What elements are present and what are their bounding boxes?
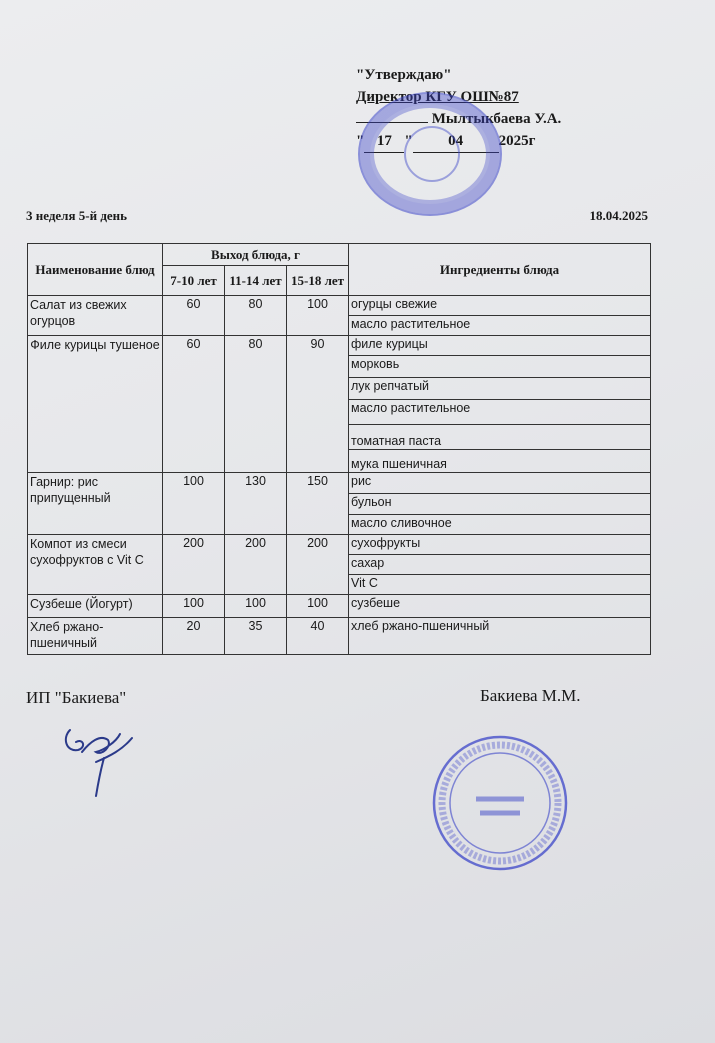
- amount-11-14: 100: [225, 595, 287, 618]
- company-seal-stamp-icon: [430, 733, 570, 873]
- ingredient: сахар: [349, 555, 651, 575]
- ingredient: масло растительное: [349, 316, 651, 336]
- menu-table: [27, 243, 651, 655]
- amount-7-10: 100: [163, 473, 225, 535]
- menu-date: 18.04.2025: [589, 208, 648, 223]
- ingredient: мука пшеничная: [349, 450, 651, 473]
- amount-15-18: 200: [287, 535, 349, 595]
- table-row: [28, 473, 651, 494]
- approval-name: Мылтыкбаева У.А.: [431, 111, 562, 127]
- table-row: [28, 296, 651, 316]
- amount-7-10: 60: [163, 296, 225, 336]
- approval-day: 17: [364, 130, 404, 153]
- ingredient: лук репчатый: [349, 378, 651, 400]
- col-age-7-10: 7-10 лет: [163, 266, 225, 296]
- signature-icon: [56, 712, 146, 802]
- dish-name: Сузбеше (Йогурт): [28, 595, 163, 618]
- ingredient: Vit C: [349, 575, 651, 595]
- amount-7-10: 20: [163, 618, 225, 655]
- amount-11-14: 35: [225, 618, 287, 655]
- ingredient: сухофрукты: [349, 535, 651, 555]
- dish-name: Гарнир: рис припущенный: [28, 473, 163, 535]
- emblem-icon: [404, 126, 460, 182]
- amount-11-14: 80: [225, 296, 287, 336]
- amount-15-18: 40: [287, 618, 349, 655]
- approval-year: 2025г: [498, 133, 536, 149]
- amount-7-10: 60: [163, 336, 225, 473]
- col-ingredients-header: Ингредиенты блюда: [349, 244, 651, 296]
- amount-11-14: 80: [225, 336, 287, 473]
- amount-7-10: 200: [163, 535, 225, 595]
- dish-name: Филе курицы тушеное: [28, 336, 163, 473]
- col-age-15-18: 15-18 лет: [287, 266, 349, 296]
- supplier-name: ИП "Бакиева": [26, 688, 127, 707]
- table-row: [28, 595, 651, 618]
- table-row: [28, 535, 651, 555]
- ingredient: морковь: [349, 356, 651, 378]
- menu-header-row: [26, 208, 648, 228]
- ingredient: сузбеше: [349, 595, 651, 618]
- col-dish-header: Наименование блюд: [28, 244, 163, 296]
- approval-date-line: " 17 " 04 2025г: [356, 130, 596, 153]
- table-row: [28, 336, 651, 356]
- amount-11-14: 130: [225, 473, 287, 535]
- dish-name: Хлеб ржано-пшеничный: [28, 618, 163, 655]
- amount-7-10: 100: [163, 595, 225, 618]
- amount-15-18: 100: [287, 595, 349, 618]
- ingredient: филе курицы: [349, 336, 651, 356]
- ingredient: бульон: [349, 494, 651, 515]
- ingredient: рис: [349, 473, 651, 494]
- approval-month: 04: [413, 130, 499, 153]
- signer-name: Бакиева М.М.: [480, 686, 581, 705]
- school-seal-stamp-icon: [358, 92, 502, 216]
- approval-director: Директор КГУ ОШ№87: [356, 89, 519, 105]
- ingredient: томатная паста: [349, 425, 651, 450]
- amount-15-18: 150: [287, 473, 349, 535]
- dish-name: Компот из смеси сухофруктов с Vit C: [28, 535, 163, 595]
- week-day-label: 3 неделя 5-й день: [26, 208, 128, 223]
- amount-15-18: 90: [287, 336, 349, 473]
- amount-15-18: 100: [287, 296, 349, 336]
- col-age-11-14: 11-14 лет: [225, 266, 287, 296]
- amount-11-14: 200: [225, 535, 287, 595]
- ingredient: хлеб ржано-пшеничный: [349, 618, 651, 655]
- ingredient: масло сливочное: [349, 515, 651, 535]
- table-row: [28, 618, 651, 655]
- ingredient: огурцы свежие: [349, 296, 651, 316]
- dish-name: Салат из свежих огурцов: [28, 296, 163, 336]
- col-output-header: Выход блюда, г: [163, 244, 349, 266]
- approval-title: "Утверждаю": [356, 67, 452, 83]
- ingredient: масло растительное: [349, 400, 651, 425]
